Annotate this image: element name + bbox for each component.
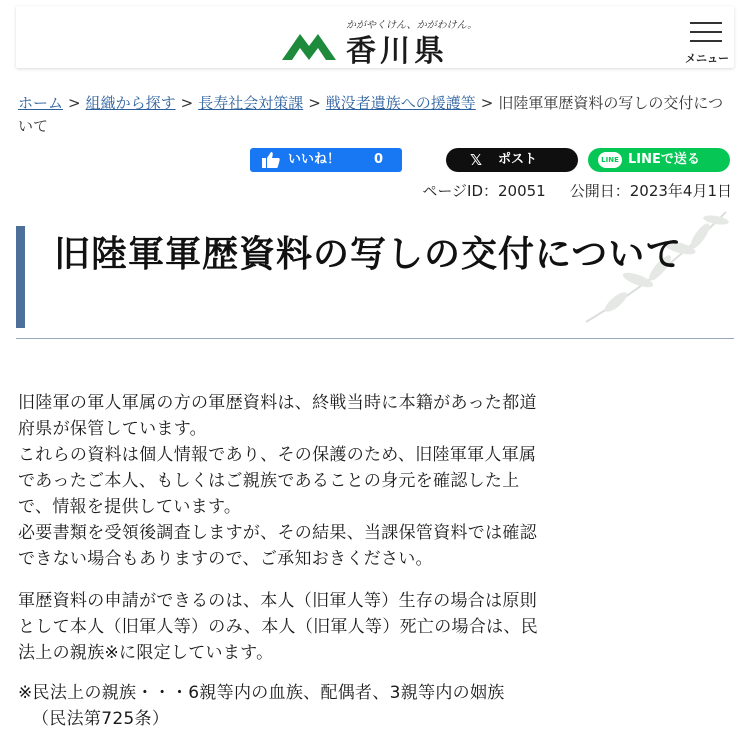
hamburger-icon <box>690 22 722 42</box>
page-id: ページID：20051 <box>422 182 546 200</box>
intro-line: 旧陸軍の軍人軍属の方の軍歴資料は、終戦当時に本籍があった都道 <box>18 393 537 413</box>
site-logo[interactable] <box>280 14 490 69</box>
breadcrumb-separator: > <box>308 94 321 112</box>
breadcrumb-department[interactable]: 長寿社会対策課 <box>198 94 304 112</box>
site-header <box>16 6 734 68</box>
published-date: 公開日：2023年4月1日 <box>569 182 732 200</box>
note-line: ※民法上の親族・・・6親等内の血族、配偶者、3親等内の姻族 <box>18 683 505 703</box>
relatives-note <box>18 680 734 732</box>
breadcrumb-category[interactable]: 戦没者遺族への援護等 <box>325 94 476 112</box>
eligibility-line: 法上の親族※に限定しています。 <box>18 643 274 663</box>
line-label: LINEで送る <box>628 152 700 167</box>
breadcrumb-separator: > <box>68 94 81 112</box>
like-label: いいね！ <box>288 152 341 167</box>
thumbs-up-icon <box>262 152 280 168</box>
note-line: （民法第725条） <box>32 709 170 729</box>
page-meta <box>300 180 732 201</box>
line-logo-icon: LINE <box>598 152 622 168</box>
breadcrumb-separator: > <box>180 94 194 112</box>
like-button[interactable] <box>250 148 402 172</box>
title-accent-bar <box>16 226 25 328</box>
send-line-button[interactable] <box>588 148 730 172</box>
logo-tagline: かがやくけん、かがわけん。 <box>346 20 478 31</box>
breadcrumb-separator: > <box>480 94 494 112</box>
post-label: ポスト <box>498 152 538 167</box>
x-logo-icon: 𝕏 <box>470 151 483 169</box>
intro-line: で、情報を提供しています。 <box>18 497 242 517</box>
eligibility-line: として本人（旧軍人等）のみ、本人（旧軍人等）死亡の場合は、民 <box>18 617 539 637</box>
eligibility-paragraph <box>18 588 734 666</box>
intro-line: であったご本人、もしくはご親族であることの身元を確認した上 <box>18 471 520 491</box>
menu-label: メニュー <box>685 52 729 65</box>
page-title-block <box>16 226 734 330</box>
eligibility-line: 軍歴資料の申請ができるのは、本人（旧軍人等）生存の場合は原則 <box>18 591 537 611</box>
logo-text: 香川県 <box>346 34 448 69</box>
page-title: 旧陸軍軍歴資料の写しの交付について <box>54 234 683 275</box>
breadcrumb-organization[interactable]: 組織から探す <box>85 94 176 112</box>
post-to-x-button[interactable] <box>446 148 578 172</box>
breadcrumb <box>18 92 734 138</box>
breadcrumb-home[interactable]: ホーム <box>18 94 64 112</box>
title-divider <box>16 338 734 339</box>
menu-button[interactable] <box>672 16 742 64</box>
like-count: 0 <box>374 152 384 167</box>
intro-line: 府県が保管しています。 <box>18 419 207 439</box>
kagawa-emblem-icon <box>280 28 338 62</box>
intro-line: 必要書類を受領後調査しますが、その結果、当課保管資料では確認 <box>18 523 537 543</box>
intro-paragraph <box>18 390 734 572</box>
intro-line: これらの資料は個人情報であり、その保護のため、旧陸軍軍人軍属 <box>18 445 537 465</box>
intro-line: できない場合もありますので、ご承知おきください。 <box>18 549 433 569</box>
breadcrumb-current: 旧陸軍軍歴資料の写しの交付について <box>18 94 724 135</box>
